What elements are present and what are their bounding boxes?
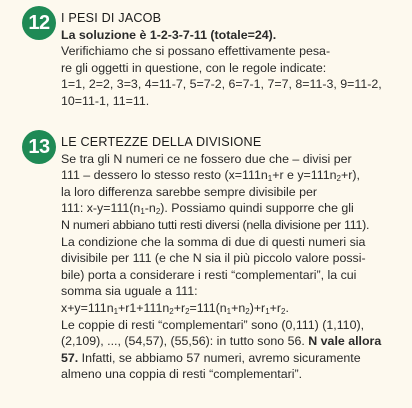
solution-number-badge: 12 <box>22 6 56 40</box>
text-line: 1=1, 2=2, 3=3, 4=11-7, 5=7-2, 6=7-1, 7=7, 8=11-3, 9=11-2, <box>61 77 382 92</box>
text-line: divisibile per 111 (e che N sia il più piccolo valore possi- <box>61 251 366 266</box>
text-line: Verifichiamo che si possano effettivamente pesa- <box>61 44 331 59</box>
answer-highlight: N vale allora <box>308 334 382 349</box>
text-line: re gli oggetti in questione, con le regole indicate: <box>61 60 327 75</box>
text-line: (2,109), ..., (54,57), (55,56): in tutto sono 56. N vale allora <box>61 334 382 349</box>
text-line: somma sia uguale a 111: <box>61 284 198 299</box>
text-line-with-subscripts: 111 – dessero lo stesso resto ($x=111n_1+r$ e $y=111n_2+r$), <box>61 168 360 184</box>
answer-highlight: 57. <box>61 350 79 365</box>
text-line: bile) porta a considerare i resti “complementari”, la cui <box>61 267 357 282</box>
text-line-with-subscripts: 111: $x-y=111(n_1-n_2)$. Possiamo quindi supporre che gli <box>61 201 354 217</box>
solution-answer: La soluzione è 1-2-3-7-11 (totale=24). <box>61 27 277 42</box>
solution-number-badge: 13 <box>22 130 56 164</box>
text-line: 10=11-1, 11=11. <box>61 93 150 108</box>
text-line: la loro differenza sarebbe sempre divisibile per <box>61 184 317 199</box>
text-line: La condizione che la somma di due di questi numeri sia <box>61 234 366 249</box>
text-line: 57. Infatti, se abbiamo 57 numeri, avremo sicuramente <box>61 350 361 365</box>
solution-title: I PESI DI JACOB <box>61 11 162 25</box>
text-line: almeno una coppia di resti “complementari”. <box>61 367 303 382</box>
solution-title: LE CERTEZZE DELLA DIVISIONE <box>61 135 262 149</box>
formula-line: $x+y=111n_1+r1+111n_2+r_2=111(n_1+n_2)+r_1+r_2$. <box>61 300 289 316</box>
text-line: Se tra gli N numeri ce ne fossero due che – divisi per <box>61 151 352 166</box>
text-line: Le coppie di resti “complementari” sono (0,111) (1,110), <box>61 317 365 332</box>
text-line: N numeri abbiano tutti resti diversi (nella divisione per 111). <box>61 217 370 232</box>
